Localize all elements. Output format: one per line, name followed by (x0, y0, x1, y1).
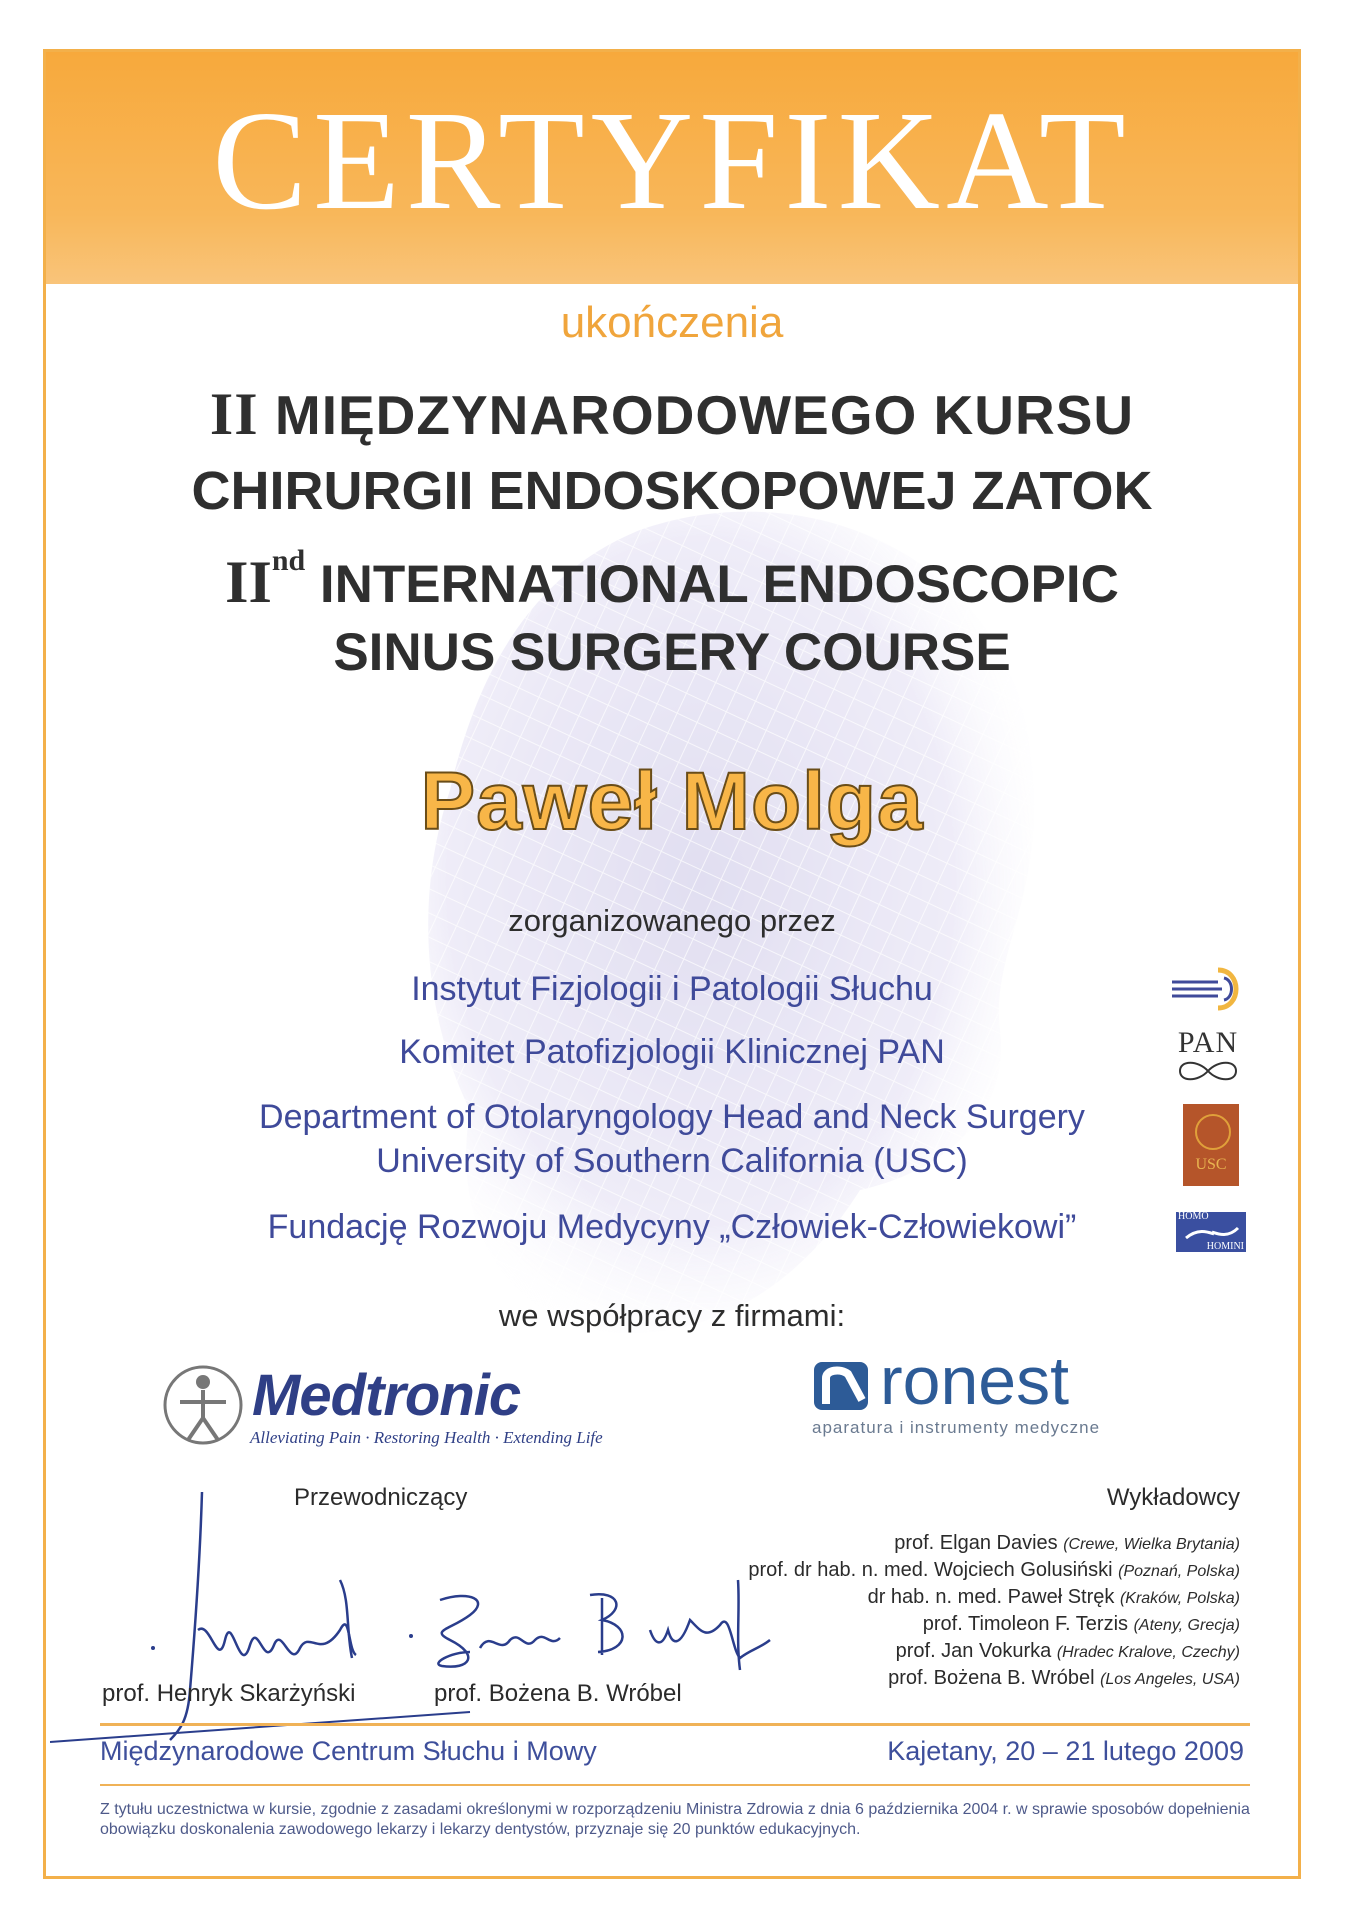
lecturer-2 (748, 1559, 1240, 1582)
hearing-institute-logo-icon (1168, 962, 1244, 1014)
cooperation-intro: we współpracy z firmami: (498, 1298, 846, 1333)
lecturer-place: (Hradec Kralove, Czechy) (1056, 1644, 1240, 1661)
seal-circle-icon (1195, 1114, 1231, 1150)
course-title-pl-text1: MIĘDZYNARODOWEGO KURSU (274, 384, 1135, 446)
lecturer-place: (Crewe, Wielka Brytania) (1063, 1536, 1240, 1553)
organizer-3b: University of Southern California (USC) (376, 1142, 968, 1180)
pan-logo-text: PAN (1177, 1026, 1239, 1059)
medtronic-tagline: Alleviating Pain · Restoring Health · Extending Life (250, 1428, 603, 1447)
ronest-wordmark: ronest (880, 1343, 1069, 1419)
lecturer-place: (Los Angeles, USA) (1100, 1671, 1240, 1688)
ronest-logo (812, 1343, 1142, 1462)
lecturer-3 (868, 1586, 1240, 1609)
course-title-en-line2: SINUS SURGERY COURSE (333, 623, 1011, 682)
lecturer-name: prof. Bożena B. Wróbel (888, 1667, 1095, 1689)
ronest-mark-icon (812, 1360, 870, 1412)
lecturer-name: prof. Jan Vokurka (895, 1640, 1052, 1662)
footer-divider (100, 1723, 1250, 1726)
ronest-tagline: aparatura i instrumenty medyczne (812, 1418, 1101, 1437)
lecturer-name: prof. Elgan Davies (894, 1532, 1058, 1554)
organizer-4: Fundację Rozwoju Medycyny „Człowiek-Człowiekowi” (267, 1208, 1077, 1246)
lecturer-place: (Ateny, Grecja) (1133, 1617, 1240, 1634)
lecturer-name: dr hab. n. med. Paweł Stręk (867, 1586, 1115, 1608)
handwritten-signatures-icon (50, 1480, 810, 1770)
organizer-2: Komitet Patofizjologii Klinicznej PAN (399, 1033, 945, 1071)
homo-homini-logo (1176, 1212, 1246, 1252)
medtronic-logo (160, 1362, 610, 1472)
recipient-name: Paweł Molga (420, 756, 924, 847)
course-roman-numeral-en: II (225, 549, 272, 615)
lecturer-place: (Kraków, Polska) (1119, 1590, 1240, 1607)
lecturer-name: prof. Timoleon F. Terzis (922, 1613, 1129, 1635)
lecturer-5 (896, 1640, 1240, 1663)
course-title-pl-line2: CHIRURGII ENDOSKOPOWEJ ZATOK (191, 461, 1153, 521)
lecturer-6 (888, 1667, 1240, 1690)
organizer-3a: Department of Otolaryngology Head and Neck Surgery (259, 1098, 1085, 1136)
usc-logo-text: USC (1195, 1156, 1227, 1173)
course-title-pl-line1 (46, 380, 1298, 449)
footer-place-date: Kajetany, 20 – 21 lutego 2009 (887, 1736, 1244, 1766)
organizer-1: Instytut Fizjologii i Patologii Słuchu (411, 970, 933, 1008)
ordinal-suffix: nd (271, 544, 306, 577)
homini-text: HOMINI (1206, 1241, 1244, 1252)
footer-legal-note: Z tytułu uczestnictwa w kursie, zgodnie z zasadami określonymi w rozporządzeniu Ministra Zdrowia z dnia 6 października 2004 r. w sprawie sposobów dopełnienia obowiązku doskonalenia zawodowego lekarzy i lekarzy dentystów, przyznaje się 20 punktów edukacyjnych. (100, 1801, 1250, 1838)
infinity-icon (1168, 1060, 1248, 1082)
usc-seal-logo (1183, 1104, 1239, 1186)
chair-label: Przewodniczący (294, 1484, 468, 1511)
lecturer-4 (923, 1613, 1240, 1636)
organizers-intro: zorganizowanego przez (508, 903, 836, 938)
lecturer-place: (Poznań, Polska) (1118, 1563, 1240, 1580)
medtronic-wordmark: Medtronic (252, 1363, 521, 1428)
course-roman-numeral: II (209, 381, 259, 447)
course-title-en-line1 (46, 544, 1298, 617)
lecturers-label: Wykładowcy (1106, 1484, 1240, 1511)
signer-2-name: prof. Bożena B. Wróbel (434, 1680, 682, 1707)
lecturer-name: prof. dr hab. n. med. Wojciech Golusiński (748, 1559, 1113, 1581)
homo-text: HOMO (1178, 1211, 1209, 1222)
footer-divider-2 (100, 1784, 1250, 1786)
signer-1-name: prof. Henryk Skarżyński (102, 1680, 356, 1707)
footer-institution: Międzynarodowe Centrum Słuchu i Mowy (100, 1736, 597, 1766)
certificate-subtitle: ukończenia (560, 298, 784, 347)
course-title-en-text1: INTERNATIONAL ENDOSCOPIC (319, 555, 1119, 614)
certificate-title: CERTYFIKAT (212, 81, 1132, 239)
lecturer-1 (894, 1532, 1240, 1555)
medtronic-figure-icon (160, 1362, 246, 1448)
pan-logo (1168, 1026, 1248, 1084)
hands-icon (1184, 1222, 1240, 1244)
